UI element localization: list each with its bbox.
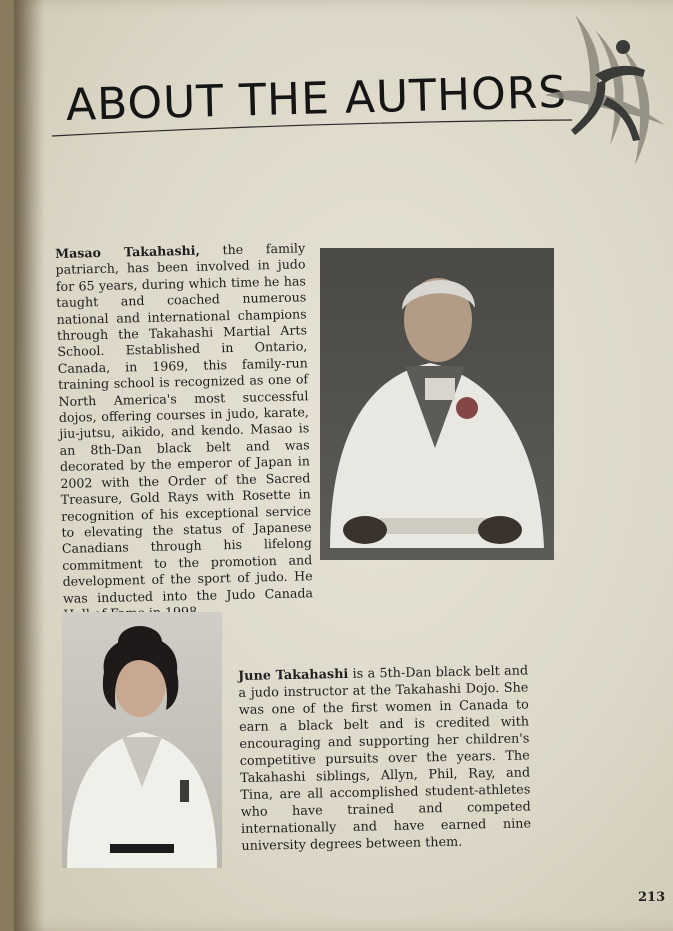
page-number: 213 (638, 890, 666, 905)
bio-masao-name: Masao Takahashi, (55, 242, 201, 261)
title-underline (52, 116, 572, 140)
bio-june-name: June Takahashi (238, 666, 349, 684)
photo-june-takahashi (62, 612, 222, 868)
bio-june-text: is a 5th-Dan black belt and a judo instructor at the Takahashi Dojo. She was one of the first women in Canada to earn a black belt and is credited with encouraging and supporting her children's competitive pursuits over the years. The Takahashi siblings, Allyn, Phil, Ray, and Tina, are all accomplished student-athletes who have trained and competed internationally and have earned nine university degrees between them. (238, 663, 532, 854)
page-title: ABOUT THE AUTHORS (65, 66, 568, 131)
bio-june (238, 662, 532, 855)
gutter-shadow (14, 0, 44, 931)
photo-masao-takahashi (320, 248, 554, 560)
bio-masao (55, 240, 313, 623)
martial-artist-logo-icon (535, 5, 670, 175)
bio-masao-text: the family patriarch, has been involved in judo for 65 years, during which time he has taught and coached numerous national and international champions through the Takahashi Martial Arts School. Established in Ontario, Canada, in 1969, this family-run training school is recognized as one of North America's most successful dojos, offering courses in judo, karate, jiu-jutsu, aikido, and kendo. Masao is an 8th-Dan black belt and was decorated by the emperor of Japan in 2002 with the Order of the Sacred Treasure, Gold Rays with Rosette in recognition of his exceptional service to elevating the status of Japanese Canadians through his lifelong commitment to the promotion and development of the sport of judo. He was inducted into the Judo Canada (55, 240, 314, 606)
